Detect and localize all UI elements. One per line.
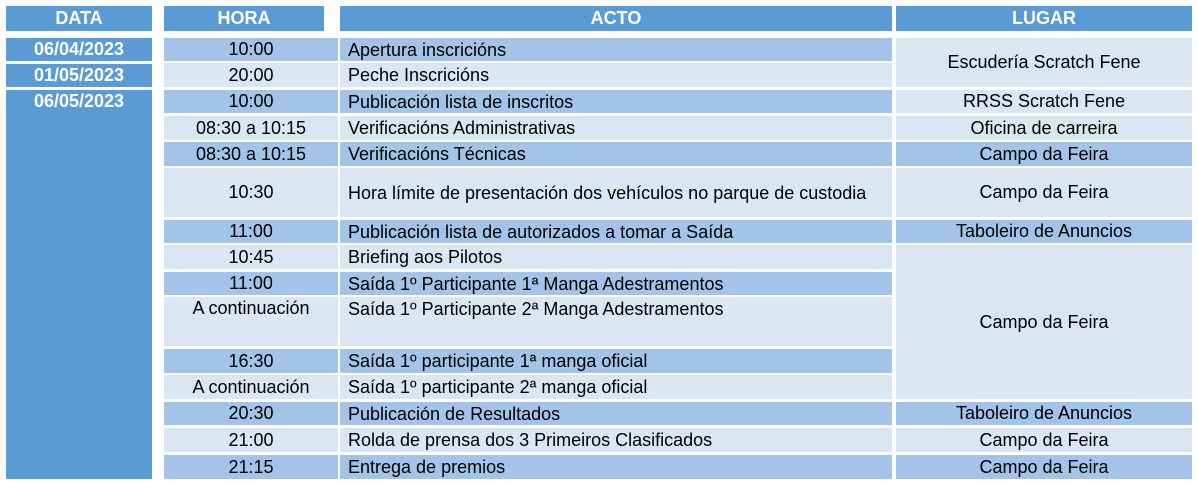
lugar-cell: RRSS Scratch Fene — [896, 90, 1192, 113]
hora-cell: 20:00 — [164, 63, 338, 87]
acto-cell: Hora límite de presentación dos vehículos no parque de custodia — [340, 168, 892, 217]
acto-cell: Entrega de premios — [340, 455, 892, 479]
lugar-cell: Campo da Feira — [896, 245, 1192, 399]
lugar-cell: Campo da Feira — [896, 455, 1192, 479]
header-hora: HORA — [164, 6, 324, 31]
date-cell-1: 06/04/2023 — [6, 38, 152, 61]
lugar-cell: Campo da Feira — [896, 168, 1192, 217]
acto-cell: Saída 1º Participante 1ª Manga Adestramentos — [340, 272, 892, 295]
hora-cell: 08:30 a 10:15 — [164, 142, 338, 166]
hora-cell: 16:30 — [164, 349, 338, 373]
hora-cell: 10:00 — [164, 90, 338, 113]
header-data: DATA — [6, 6, 152, 31]
acto-cell: Publicación de Resultados — [340, 402, 892, 425]
lugar-cell: Oficina de carreira — [896, 116, 1192, 140]
date-column-fill — [6, 113, 152, 479]
acto-cell: Saída 1º Participante 2ª Manga Adestramentos — [340, 297, 892, 346]
hora-cell: 10:00 — [164, 38, 338, 61]
acto-cell: Saída 1º participante 1ª manga oficial — [340, 349, 892, 373]
acto-cell: Peche Inscricións — [340, 63, 892, 87]
hora-cell: 20:30 — [164, 402, 338, 425]
lugar-cell: Escudería Scratch Fene — [896, 38, 1192, 87]
hora-cell: A continuación — [164, 297, 338, 346]
hora-cell: 08:30 a 10:15 — [164, 116, 338, 140]
acto-cell: Verificacións Técnicas — [340, 142, 892, 166]
hora-cell: 21:00 — [164, 428, 338, 452]
acto-cell: Saída 1º participante 2ª manga oficial — [340, 375, 892, 399]
acto-cell: Briefing aos Pilotos — [340, 245, 892, 269]
acto-cell: Publicación lista de autorizados a tomar a Saída — [340, 220, 892, 243]
date-cell-3: 06/05/2023 — [6, 90, 152, 113]
acto-cell: Rolda de prensa dos 3 Primeiros Clasificados — [340, 428, 892, 452]
hora-cell: 10:45 — [164, 245, 338, 269]
acto-cell: Verificacións Administrativas — [340, 116, 892, 140]
header-lugar: LUGAR — [896, 6, 1192, 31]
lugar-cell: Campo da Feira — [896, 142, 1192, 166]
header-acto: ACTO — [340, 6, 892, 31]
acto-cell: Apertura inscricións — [340, 38, 892, 61]
hora-cell: 11:00 — [164, 220, 338, 243]
acto-cell: Publicación lista de inscritos — [340, 90, 892, 113]
hora-cell: A continuación — [164, 375, 338, 399]
lugar-cell: Taboleiro de Anuncios — [896, 402, 1192, 425]
hora-cell: 10:30 — [164, 168, 338, 217]
hora-cell: 21:15 — [164, 455, 338, 479]
hora-cell: 11:00 — [164, 272, 338, 295]
date-cell-2: 01/05/2023 — [6, 64, 152, 87]
lugar-cell: Campo da Feira — [896, 428, 1192, 452]
lugar-cell: Taboleiro de Anuncios — [896, 220, 1192, 243]
